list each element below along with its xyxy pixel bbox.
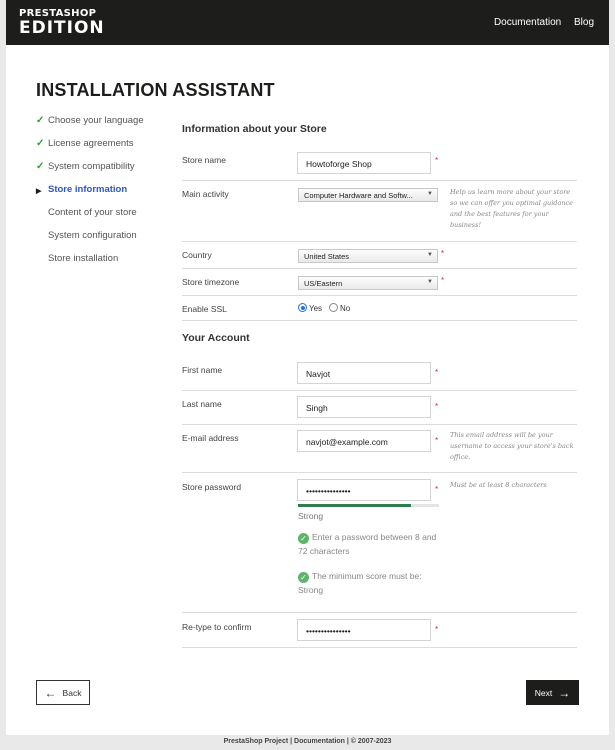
- page-title: INSTALLATION ASSISTANT: [36, 80, 275, 100]
- step-system-configuration: System configuration: [48, 230, 137, 241]
- email-label: E-mail address: [182, 433, 239, 443]
- main-activity-help: Help us learn more about your store so we can offer you optimal guidance and the best features for your business!: [450, 188, 574, 229]
- back-button[interactable]: ← Back: [36, 680, 90, 705]
- confirm-password-input[interactable]: •••••••••••••••: [297, 619, 431, 641]
- installer-card: [6, 45, 609, 735]
- required-marker: *: [441, 276, 445, 285]
- logo-line-1: PRESTASHOP: [19, 8, 97, 19]
- checkmark-icon: ✓: [36, 115, 45, 126]
- password-strength-fill: [298, 504, 411, 507]
- logo-line-2: EDITION: [19, 18, 105, 38]
- ssl-yes-radio[interactable]: Yes: [298, 303, 322, 313]
- required-marker: *: [435, 485, 439, 494]
- step-list: [36, 115, 144, 276]
- password-check-score: ✓ The minimum score must be: Strong: [298, 571, 422, 595]
- divider: [182, 295, 577, 296]
- radio-selected-icon: [298, 303, 307, 312]
- confirm-password-label: Re-type to confirm: [182, 622, 252, 632]
- main-activity-label: Main activity: [182, 189, 229, 199]
- step-store-installation: Store installation: [48, 253, 119, 264]
- page-footer: PrestaShop Project | Documentation | © 2007-2023: [223, 738, 392, 745]
- password-strength-bar: [298, 504, 439, 507]
- check-circle-icon: ✓: [298, 533, 309, 544]
- last-name-input[interactable]: Singh: [297, 396, 431, 418]
- store-name-label: Store name: [182, 155, 226, 165]
- password-help: Must be at least 8 characters: [450, 481, 547, 489]
- main-activity-value: Computer Hardware and Softw...: [304, 191, 413, 200]
- divider: [182, 390, 577, 391]
- top-nav: [484, 17, 594, 28]
- ssl-no-radio[interactable]: No: [329, 303, 350, 313]
- first-name-label: First name: [182, 365, 223, 375]
- step-system-compatibility[interactable]: ✓ System compatibility: [36, 161, 135, 172]
- step-store-information[interactable]: ▶ Store information: [36, 184, 144, 207]
- store-password-label: Store password: [182, 482, 242, 492]
- step-content-of-store: Content of your store: [48, 207, 137, 218]
- first-name-input[interactable]: Navjot: [297, 362, 431, 384]
- password-check-length: ✓ Enter a password between 8 and 72 characters: [298, 532, 437, 556]
- checkmark-icon: ✓: [36, 138, 45, 149]
- store-name-input[interactable]: Howtoforge Shop: [297, 152, 431, 174]
- last-name-label: Last name: [182, 399, 222, 409]
- main-activity-select[interactable]: [298, 188, 438, 202]
- required-marker: *: [435, 156, 439, 165]
- required-marker: *: [435, 436, 439, 445]
- caret-right-icon: ▶: [36, 188, 42, 195]
- nav-documentation-link[interactable]: Documentation: [493, 17, 562, 28]
- dropdown-arrow-icon: ▼: [427, 252, 433, 258]
- arrow-right-icon: →: [558, 685, 571, 700]
- divider: [182, 472, 577, 473]
- country-value: United States: [304, 252, 350, 261]
- divider: [182, 424, 577, 425]
- radio-empty-icon: [329, 303, 338, 312]
- dropdown-arrow-icon: ▼: [427, 279, 433, 285]
- required-marker: *: [435, 625, 439, 634]
- account-section-title: Your Account: [182, 332, 250, 344]
- password-strength-label: Strong: [298, 511, 324, 521]
- country-label: Country: [182, 250, 212, 260]
- country-select[interactable]: [298, 249, 438, 263]
- nav-blog-link[interactable]: Blog: [573, 17, 594, 28]
- required-marker: *: [435, 402, 439, 411]
- divider: [182, 241, 577, 242]
- dropdown-arrow-icon: ▼: [427, 191, 433, 197]
- arrow-left-icon: ←: [44, 685, 57, 700]
- check-circle-icon: ✓: [298, 572, 309, 583]
- email-help: This email address will be your username to access your store's back office.: [450, 431, 574, 461]
- step-choose-language[interactable]: ✓ Choose your language: [36, 115, 144, 126]
- store-timezone-select[interactable]: [298, 276, 438, 290]
- store-section-title: Information about your Store: [182, 123, 327, 135]
- divider: [182, 647, 577, 648]
- store-password-input[interactable]: •••••••••••••••: [297, 479, 431, 501]
- required-marker: *: [441, 249, 445, 258]
- checkmark-icon: ✓: [36, 161, 45, 172]
- store-timezone-label: Store timezone: [182, 277, 240, 287]
- enable-ssl-label: Enable SSL: [182, 304, 227, 314]
- prestashop-logo[interactable]: [19, 9, 105, 37]
- divider: [182, 612, 577, 613]
- divider: [182, 180, 577, 181]
- next-button[interactable]: Next →: [526, 680, 579, 705]
- store-timezone-value: US/Eastern: [304, 279, 343, 288]
- step-license-agreements[interactable]: ✓ License agreements: [36, 138, 134, 149]
- email-input[interactable]: navjot@example.com: [297, 430, 431, 452]
- divider: [182, 268, 577, 269]
- top-bar: [6, 0, 609, 45]
- divider: [182, 320, 577, 321]
- required-marker: *: [435, 368, 439, 377]
